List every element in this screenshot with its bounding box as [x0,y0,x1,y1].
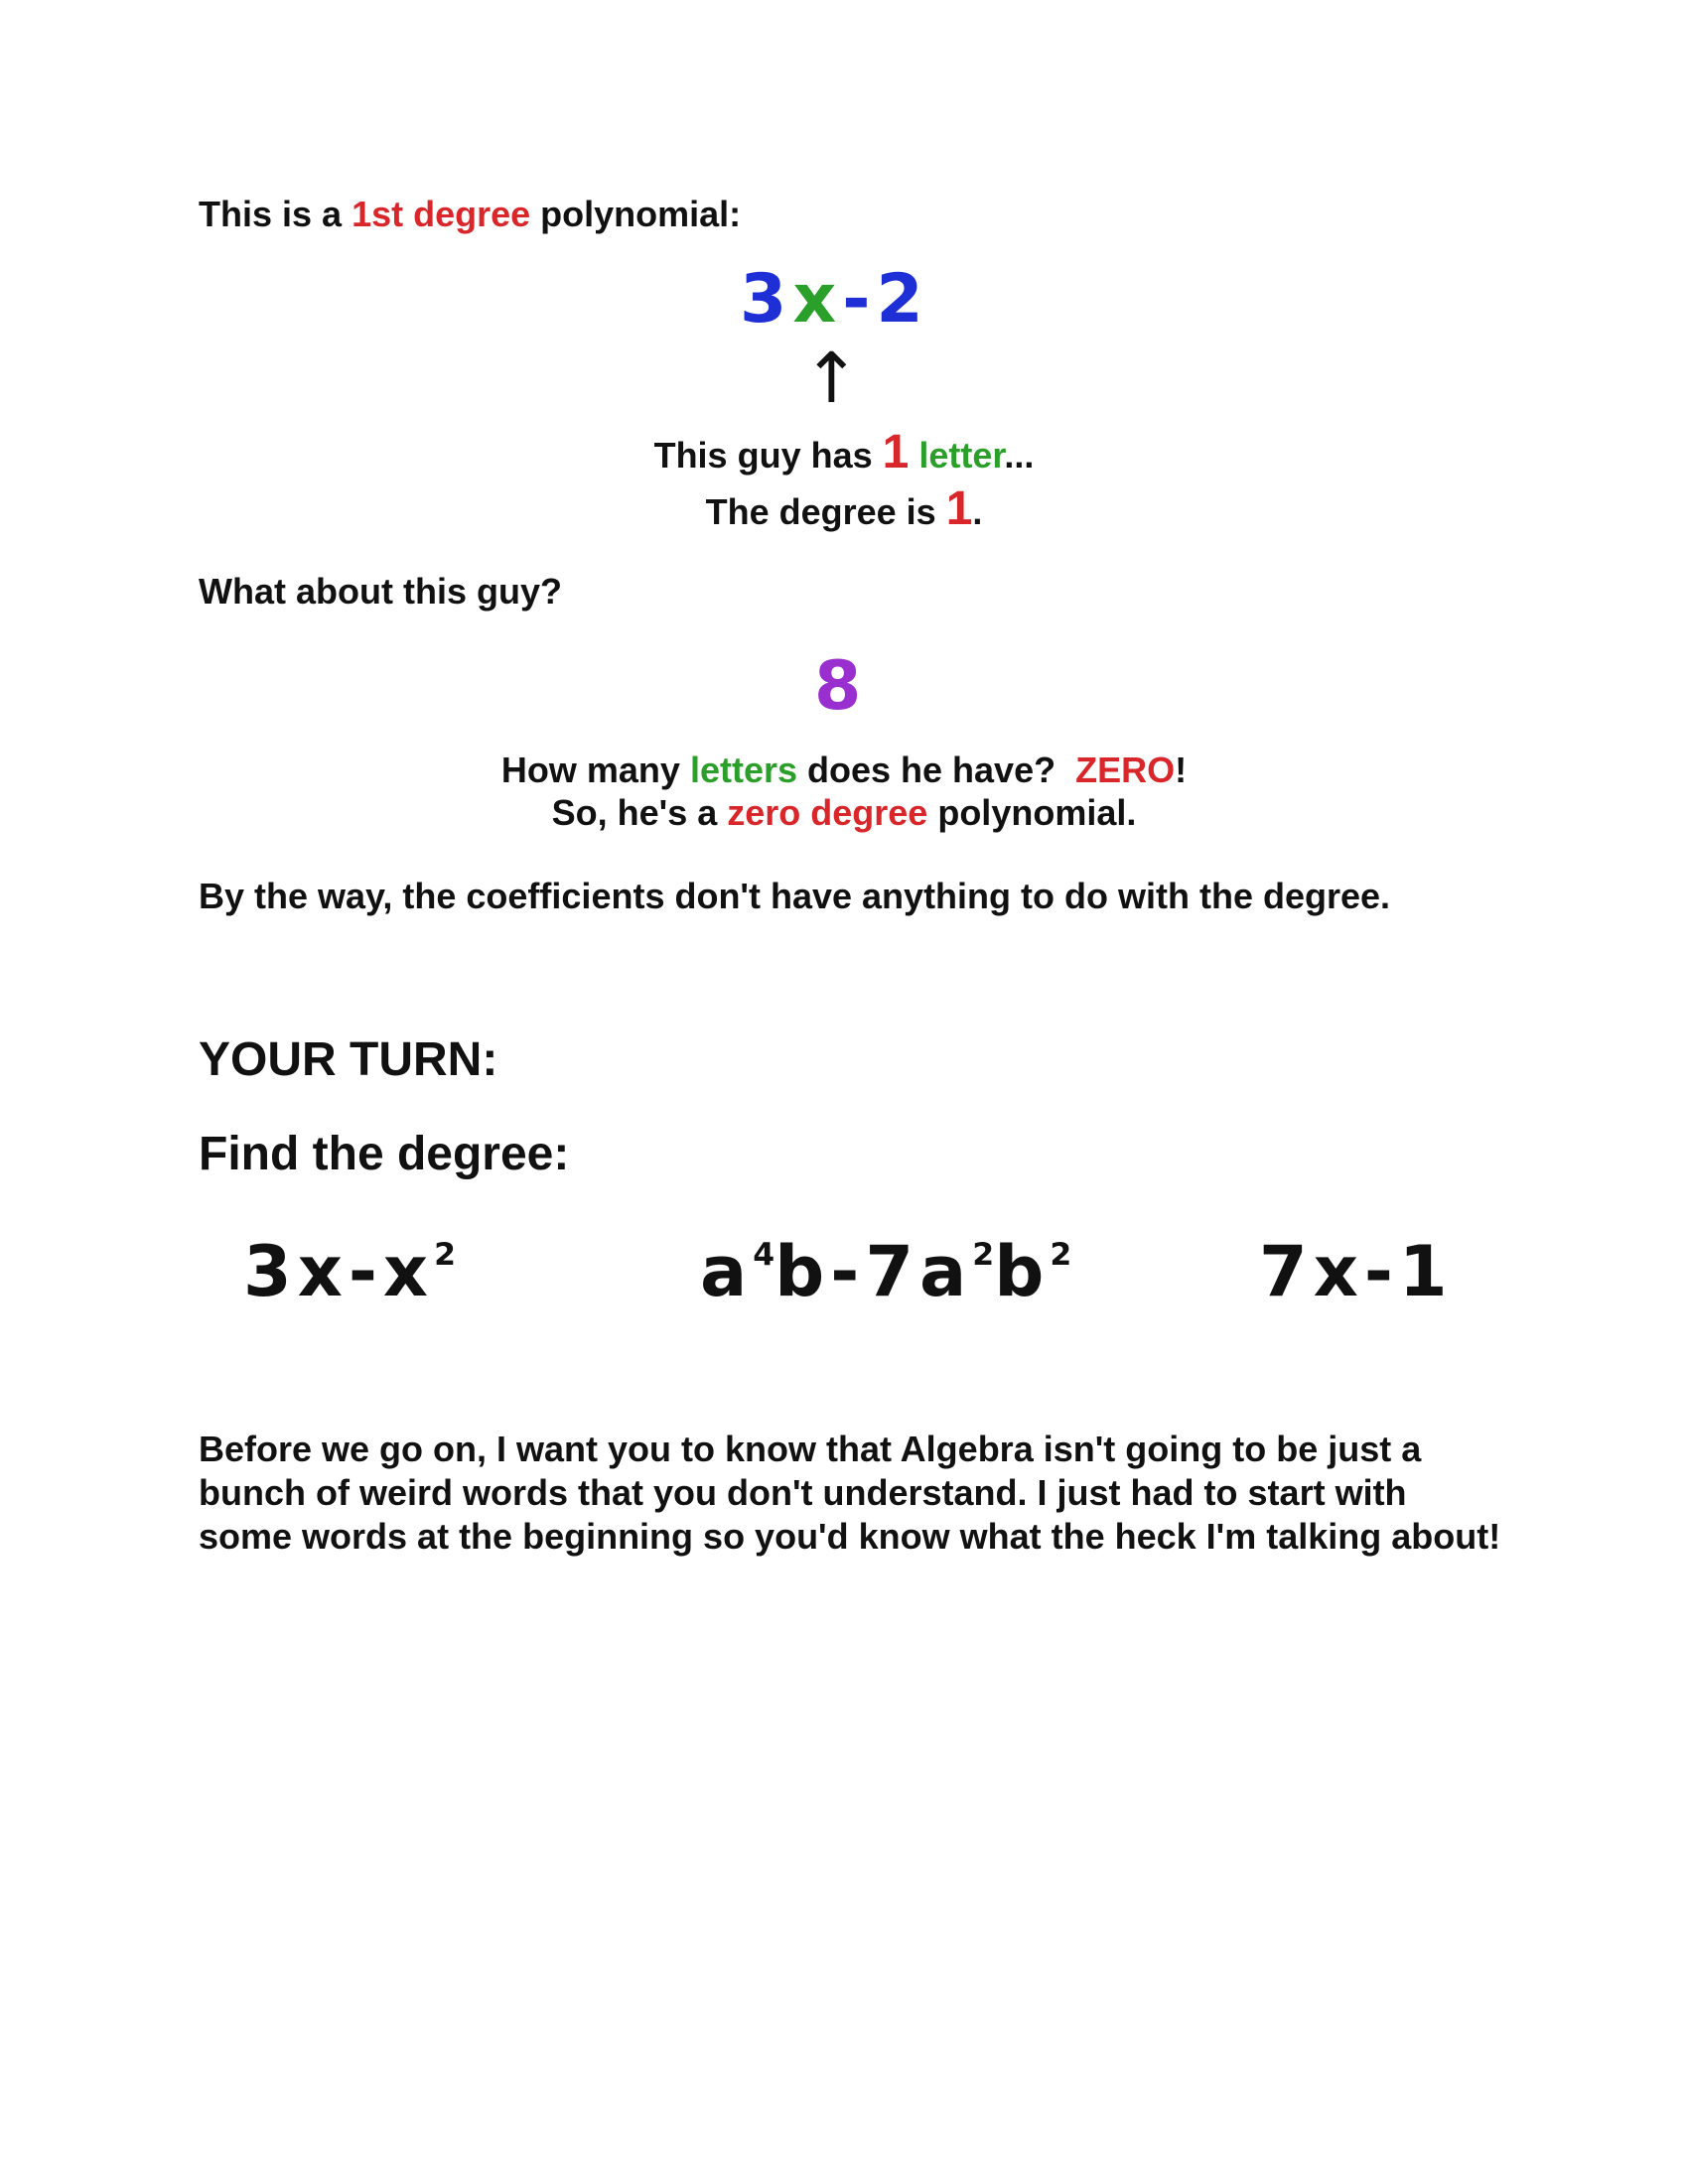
problem-2-exp3: 2 [1050,1237,1072,1274]
arrow-icon: ↑ [802,338,867,419]
example1-coef: 3 [740,260,793,339]
your-turn-heading: YOUR TURN: [199,1033,498,1086]
explain2-line2-prefix: So, he's a [551,792,728,833]
example1-var: x [792,260,843,339]
problem-2-a: a [700,1231,754,1312]
question-line: What about this guy? [199,571,562,612]
example1-rest: -2 [842,260,929,339]
explain2-prefix: How many [500,750,690,790]
explain1-word: letter [918,435,1005,476]
problem-2 [700,1231,1071,1312]
intro-prefix: This is a [199,194,352,234]
intro-line [199,194,741,235]
explain2-line1 [0,750,1688,791]
note-line: By the way, the coefficients don't have anything to do with the degree. [199,876,1391,916]
problem-1 [243,1231,456,1312]
intro-suffix: polynomial: [530,194,742,234]
problem-2-b: b-7a [774,1231,973,1312]
explain1-num: 1 [882,426,910,478]
explain1-line2-suffix: . [972,491,983,532]
explain1-line2-prefix: The degree is [705,491,946,532]
explain2-word: letters [689,750,797,790]
intro-highlight: 1st degree [352,194,531,234]
explain2-line2 [0,792,1688,834]
problem-2-exp1: 4 [753,1237,775,1274]
problem-3: 7x-1 [1259,1231,1454,1312]
explain2-mid: does he have? [797,750,1076,790]
explain1-line1 [0,425,1688,479]
example2-expression: 8 [814,647,868,726]
explain1-prefix: This guy has [653,435,883,476]
explain1-line2 [0,481,1688,536]
explain2-line2-highlight: zero degree [727,792,928,833]
problem-1-exponent: 2 [434,1237,456,1274]
explain2-answer: ZERO [1075,750,1176,790]
problem-2-exp2: 2 [972,1237,995,1274]
problem-1-base: 3x-x [243,1231,435,1312]
problem-2-c: b [994,1231,1051,1312]
explain2-line2-suffix: polynomial. [927,792,1137,833]
explain1-suffix: ... [1004,435,1035,476]
example1-expression [740,260,929,339]
closing-paragraph: Before we go on, I want you to know that Algebra isn't going to be just a bunch of weird words that you don't understand. I just had to start with some words at the beginning so you'd know what the heck I'm talking about! [199,1429,1501,1557]
explain1-line2-num: 1 [945,482,973,535]
find-degree-heading: Find the degree: [199,1128,570,1180]
explain2-suffix: ! [1175,750,1188,790]
